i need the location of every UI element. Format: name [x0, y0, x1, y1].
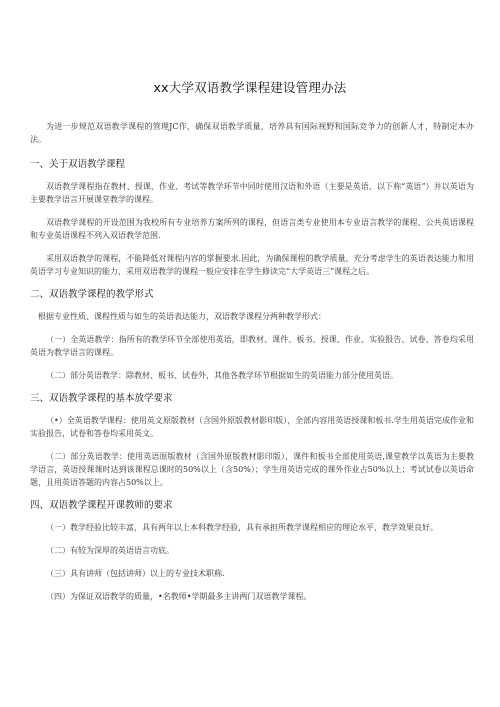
- section-heading-4: 四、双语教学课程开课教师的要求: [30, 500, 173, 511]
- document-body: [30, 120, 474, 613]
- section-heading-2: 二、双语教学课程的教学形式: [30, 289, 154, 300]
- section-4-item-4: （四）为保证双语教学的质量，•名教师•学期最多主讲两门双语教学课程。: [46, 592, 312, 601]
- section-3-item-1: （•）全英语教学课程：使用英文原版教材（含国外原版教材影印版），全部内容用英语授课和板书.学生用英语完成作业和实验报告，试卷和答卷均采用英文。: [30, 416, 474, 438]
- section-4-item-2: （二）有较为深厚的英语语言功底。: [46, 546, 174, 555]
- section-2-item-1: （一）全英语教学：指所有的教学环节全部使用英语，即教材、课件、板书、授课、作业、实验报告、试卷、答卷均采用英语为教学语言的课程。: [30, 335, 474, 357]
- page-title: xx大学双语教学课程建设管理办法: [153, 80, 347, 95]
- section-2-paragraph-1: 根据专业性质、课程性质与如生的英语表达能力，双语教学课程分两种教学形式：: [38, 312, 326, 321]
- intro-paragraph: 为进一步规范双语教学课程的管理JC作，确保双语教学质量，培养具有国际视野和国际竞争力的创新人才，特制定本办法。: [30, 122, 474, 144]
- section-4-item-1: （一）教学经验比较丰富，具有两年以上本科教学经验，具有承担所教学课程相应的理论水平，教学效果良好。: [46, 523, 438, 532]
- section-1-paragraph-2: 双语教学课程的开设范围为我校所有专业培养方案所列的课程，但语言类专业使用本专业语言教学的课程、公共英语课程和专业英语课程不列入双语教学范围.: [30, 218, 474, 240]
- section-1-paragraph-3: 采用双语教学的课程，不能降低对课程内容的掌握要求.因此，为确保课程的教学质量，充分考虑学生的英语表达能力和用英语学习专业知识的能力，采用双语教学的课程一般应安排在学生修读完“大学英语三”课程之后。: [30, 254, 474, 276]
- section-3-item-2: （二）部分英语教学：使用英语原版教材（含国外原版教材影印版），课件和板书全部使用英语,课堂教学以英语为主要教学语言，英语授课课时达到该课程总课时的50%以上（含50%）；学生用英语完成的课外作业占50%以上；考试试卷以英语命题，且用英语答题的内容占50%以上。: [30, 452, 474, 487]
- section-2-item-2: （二）部分英语教学：除教材、板书、试卷外，其他各教学环节根据如生的英语能力部分使用英语。: [46, 371, 398, 380]
- section-1-paragraph-1: 双语教学课程指在教材、授课、作业、考试等教学环节中同时使用汉语和外语（主要是英语，以下称“英语”）并以英语为主要教学语言开展课堂教学的课程。: [30, 182, 474, 204]
- section-heading-3: 三、双语教学课程的基本放学要求: [30, 393, 173, 404]
- section-4-item-3: （三）具有讲师（包括讲师）以上的专业技术职称.: [46, 569, 225, 578]
- section-heading-1: 一、关于双语教学课程: [30, 159, 126, 170]
